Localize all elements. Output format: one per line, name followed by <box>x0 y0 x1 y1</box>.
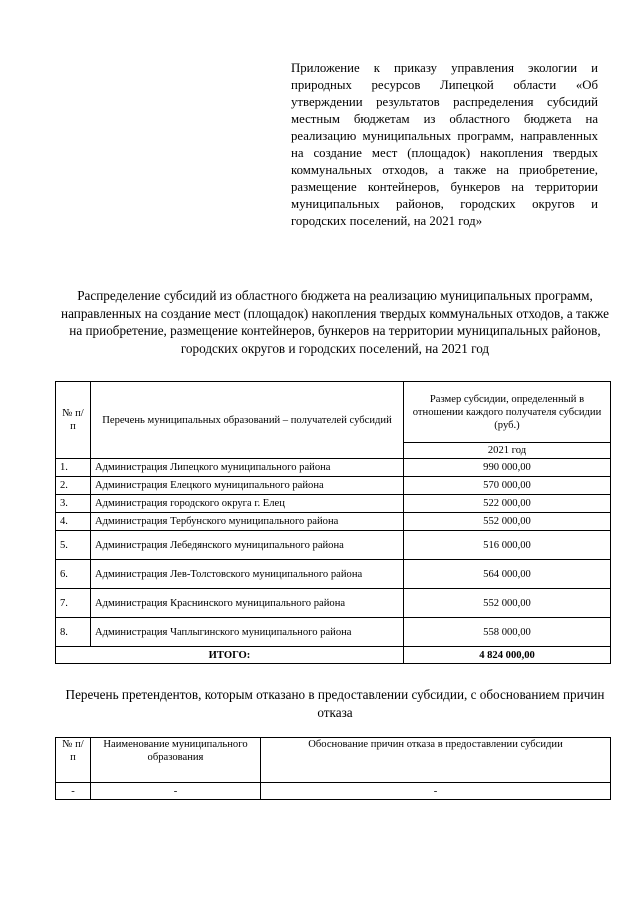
row-num: - <box>56 783 91 800</box>
header-amount: Размер субсидии, определенный в отношении каждого получателя субсидии (руб.) <box>404 382 611 443</box>
table-row <box>56 531 611 560</box>
header-num: № п/п <box>56 382 91 459</box>
header-reason: Обоснование причин отказа в предоставлении субсидии <box>261 738 611 783</box>
header-num: № п/п <box>56 738 91 783</box>
table-row <box>56 589 611 618</box>
row-amount: 552 000,00 <box>404 589 611 618</box>
subsidy-distribution-table <box>55 381 611 664</box>
total-value: 4 824 000,00 <box>404 647 611 664</box>
row-amount: 516 000,00 <box>404 531 611 560</box>
row-municipality: Администрация Липецкого муниципального района <box>91 459 404 477</box>
refusal-title: Перечень претендентов, которым отказано в предоставлении субсидии, с обоснованием причин отказа <box>65 687 605 720</box>
row-municipality: Администрация Лев-Толстовского муниципального района <box>91 560 404 589</box>
header-municipality: Перечень муниципальных образований – получателей субсидий <box>91 382 404 459</box>
row-amount: 552 000,00 <box>404 513 611 531</box>
row-amount: 990 000,00 <box>404 459 611 477</box>
row-num: 6. <box>56 560 91 589</box>
row-amount: 570 000,00 <box>404 477 611 495</box>
row-municipality: Администрация городского округа г. Елец <box>91 495 404 513</box>
table-row <box>56 513 611 531</box>
row-amount: 522 000,00 <box>404 495 611 513</box>
row-num: 2. <box>56 477 91 495</box>
table-row <box>56 560 611 589</box>
row-num: 1. <box>56 459 91 477</box>
row-num: 8. <box>56 618 91 647</box>
table-row <box>56 495 611 513</box>
row-reason: - <box>261 783 611 800</box>
table-row <box>56 783 611 800</box>
row-municipality: Администрация Елецкого муниципального района <box>91 477 404 495</box>
table-row <box>56 618 611 647</box>
row-num: 5. <box>56 531 91 560</box>
header-municipality: Наименование муниципального образования <box>91 738 261 783</box>
distribution-title: Распределение субсидий из областного бюджета на реализацию муниципальных программ, направленных на создание мест (площадок) накопления твердых коммунальных отходов, а также на приобретение, размещение контейнеров, бункеров на территории муниципальных районов, городских округов и городских поселений, на 2021 год <box>61 288 609 356</box>
total-row <box>56 647 611 664</box>
table-row <box>56 459 611 477</box>
row-num: 3. <box>56 495 91 513</box>
total-label: ИТОГО: <box>56 647 404 664</box>
row-municipality: Администрация Чаплыгинского муниципального района <box>91 618 404 647</box>
row-num: 4. <box>56 513 91 531</box>
appendix-note: Приложение к приказу управления экологии и природных ресурсов Липецкой области «Об утверждении результатов распределения субсидий местным бюджетам из областного бюджета на реализацию муниципальных программ, направленных на создание мест (площадок) накопления твердых коммунальных отходов, а также на приобретение, размещение контейнеров, бункеров на территории муниципальных районов, городских округов и городских поселений, на 2021 год» <box>291 61 598 228</box>
header-year: 2021 год <box>404 443 611 459</box>
row-municipality: - <box>91 783 261 800</box>
row-municipality: Администрация Лебедянского муниципального района <box>91 531 404 560</box>
row-amount: 558 000,00 <box>404 618 611 647</box>
refusal-table <box>55 737 611 800</box>
row-municipality: Администрация Тербунского муниципального района <box>91 513 404 531</box>
row-num: 7. <box>56 589 91 618</box>
row-amount: 564 000,00 <box>404 560 611 589</box>
table-row <box>56 477 611 495</box>
row-municipality: Администрация Краснинского муниципального района <box>91 589 404 618</box>
